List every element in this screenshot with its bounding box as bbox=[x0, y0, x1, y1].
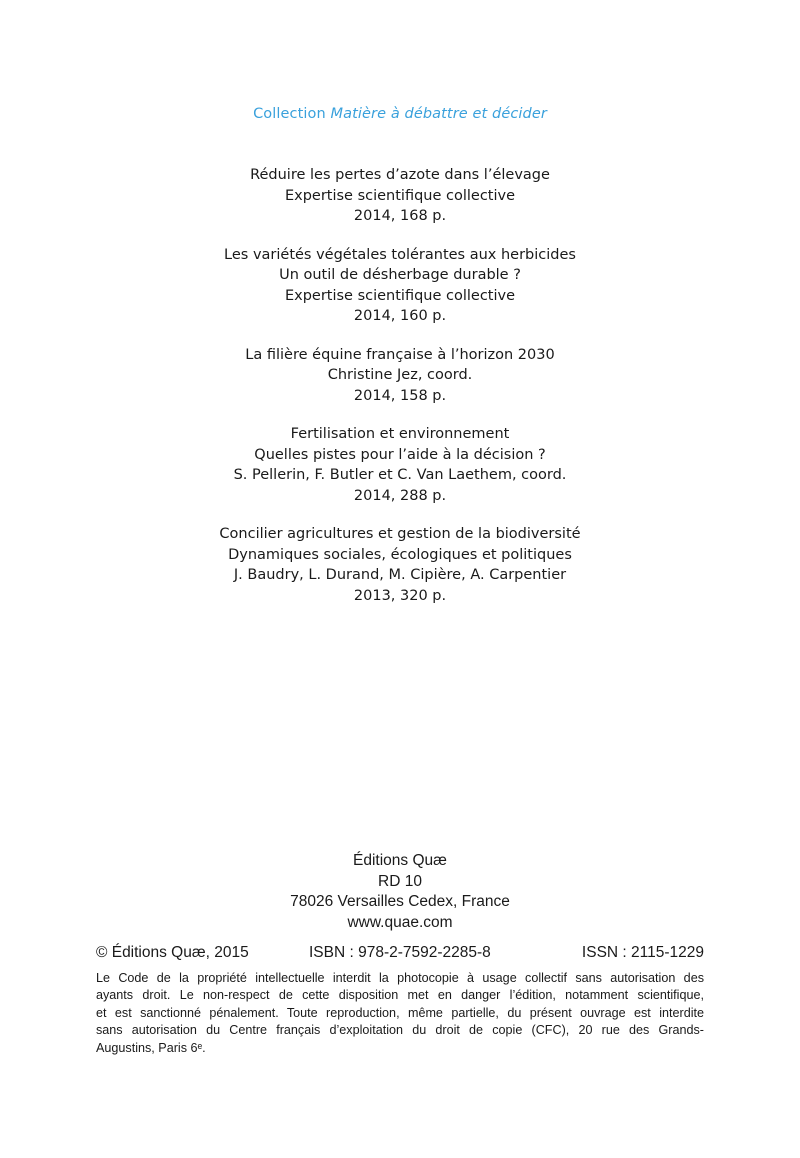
copyright-notice: © Éditions Quæ, 2015 bbox=[96, 944, 249, 961]
legal-notice bbox=[96, 970, 704, 1057]
isbn-number: ISBN : 978-2-7592-2285-8 bbox=[309, 944, 491, 961]
publisher-address bbox=[0, 851, 800, 933]
book-subtitle: Un outil de désherbage durable ? bbox=[279, 267, 521, 283]
rights-row bbox=[96, 944, 704, 966]
book-list bbox=[0, 165, 800, 624]
book-subtitle: Quelles pistes pour l’aide à la décision ? bbox=[254, 446, 546, 463]
publisher-city: 78026 Versailles Cedex, France bbox=[290, 893, 510, 910]
book-publication-info: 2013, 320 p. bbox=[353, 587, 447, 604]
publisher-website: www.quae.com bbox=[347, 913, 453, 931]
book-publication-info: 2014, 168 p. bbox=[353, 208, 447, 224]
legal-notice-line: et est sanctionné pénalement. Toute reproduction, même partielle, du présent ouvrage est interdite bbox=[96, 1005, 704, 1020]
book-title: Réduire les pertes d’azote dans l’élevage bbox=[250, 167, 550, 183]
book-title: Fertilisation et environnement bbox=[290, 426, 510, 442]
book-series-type: Expertise scientifique collective bbox=[284, 287, 516, 304]
book-author: J. Baudry, L. Durand, M. Cipière, A. Carpentier bbox=[233, 567, 567, 583]
book-publication-info: 2014, 160 p. bbox=[353, 308, 447, 324]
legal-notice-line: sans autorisation du Centre français d’exploitation du droit de copie (CFC), 20 rue des Grands- bbox=[96, 1023, 704, 1038]
book-author: S. Pellerin, F. Butler et C. Van Laethem, coord. bbox=[233, 467, 567, 483]
legal-notice-line: Augustins, Paris 6ᵉ. bbox=[96, 1040, 206, 1055]
book-publication-info: 2014, 158 p. bbox=[353, 387, 447, 404]
book-subtitle: Dynamiques sociales, écologiques et politiques bbox=[228, 546, 572, 563]
publisher-road: RD 10 bbox=[378, 872, 422, 890]
book-entry bbox=[0, 424, 800, 506]
book-publication-info: 2014, 288 p. bbox=[353, 487, 447, 504]
issn-number: ISSN : 2115-1229 bbox=[581, 944, 704, 961]
book-entry bbox=[0, 245, 800, 327]
book-title: Concilier agricultures et gestion de la biodiversité bbox=[219, 526, 581, 542]
book-title: Les variétés végétales tolérantes aux herbicides bbox=[224, 246, 576, 263]
collection-prefix: Collection bbox=[253, 106, 326, 122]
legal-notice-line: ayants droit. Le non-respect de cette disposition met en danger l’édition, notamment scientifique, bbox=[96, 988, 704, 1003]
publisher-name: Éditions Quæ bbox=[353, 852, 447, 869]
book-title: La filière équine française à l’horizon 2030 bbox=[245, 346, 555, 363]
legal-notice-line: Le Code de la propriété intellectuelle interdit la photocopie à usage collectif sans autorisation des bbox=[96, 971, 704, 985]
book-entry bbox=[0, 165, 800, 227]
book-entry bbox=[0, 345, 800, 407]
book-author: Christine Jez, coord. bbox=[327, 367, 473, 383]
book-entry bbox=[0, 524, 800, 606]
collection-series-title: Matière à débattre et décider bbox=[330, 106, 547, 122]
collection-heading bbox=[0, 106, 800, 122]
book-subtitle: Expertise scientifique collective bbox=[284, 187, 516, 204]
